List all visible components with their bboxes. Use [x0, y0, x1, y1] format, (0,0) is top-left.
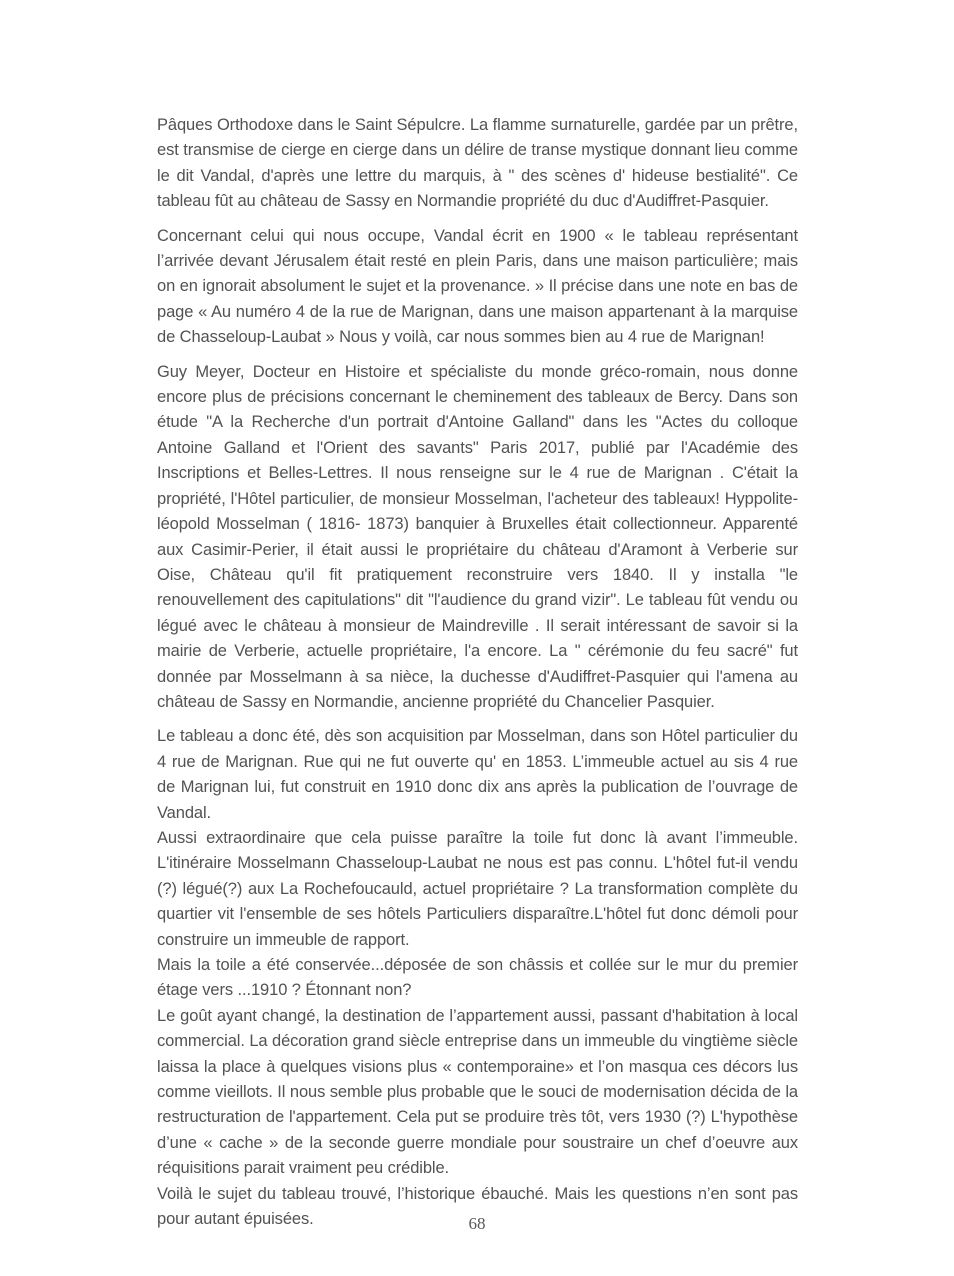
text-column: [157, 113, 798, 1232]
paragraph: Aussi extraordinaire que cela puisse paraître la toile fut donc là avant l’immeuble. L'itinéraire Mosselmann Chasseloup-Laubat ne nous est pas connu. L'hôtel fut-il vendu (?) légué(?) aux La Rochefoucauld, actuel propriétaire ? La transformation complète du quartier vit l'ensemble de ses hôtels Particuliers disparaître.L'hôtel fut donc démoli pour construire un immeuble de rapport.: [157, 828, 798, 949]
page-number: 68: [468, 1214, 486, 1233]
paragraph: Mais la toile a été conservée...déposée de son châssis et collée sur le mur du premier étage vers ...1910 ? Étonnant non?: [157, 956, 798, 1000]
paragraph: Voilà le sujet du tableau trouvé, l’historique ébauché. Mais les questions n’en sont pas pour autant épuisées.: [157, 1184, 798, 1229]
paragraph-block: [157, 724, 798, 1232]
paragraph-block: [157, 360, 798, 716]
paragraph: Le tableau a donc été, dès son acquisition par Mosselman, dans son Hôtel particulier du 4 rue de Marignan. Rue qui ne fut ouverte qu' en 1853. L’immeuble actuel au sis 4 rue de Marignan lui, fut construit en 1910 donc dix ans après la publication de l’ouvrage de Vandal.: [157, 727, 798, 822]
paragraph: Guy Meyer, Docteur en Histoire et spécialiste du monde gréco-romain, nous donne encore plus de précisions concernant le cheminement des tableaux de Bercy. Dans son étude "A la Recherche d'un portrait d'Antoine Galland" dans les "Actes du colloque Antoine Galland et l'Orient des savants" Paris 2017, publié par l'Académie des Inscriptions et Belles-Lettres. Il nous renseigne sur le 4 rue de Marignan . C'était la propriété, l'Hôtel particulier, de monsieur Mosselman, l'acheteur des tableaux! Hyppolite-léopold Mosselman ( 1816- 1873) banquier à Bruxelles était collectionneur. Apparenté aux Casimir-Perier, il était aussi le propriétaire du château d'Aramont à Verberie sur Oise, Château qu'il fit pratiquement reconstruire vers 1840. Il y installa "le renouvellement des capitulations" dit "l'audience du grand vizir". Le tableau fût vendu ou légué avec le château à monsieur de Maindreville . Il serait intéressant de savoir si la mairie de Verberie, actuelle propriétaire, l'a encore. La " cérémonie du feu sacré" fut donnée par Mosselmann à sa nièce, la duchesse d'Audiffret-Pasquier qui l'amena au château de Sassy en Normandie, ancienne propriété du Chancelier Pasquier.: [157, 362, 798, 711]
paragraph-block: [157, 113, 798, 215]
paragraph: Concernant celui qui nous occupe, Vandal écrit en 1900 « le tableau représentant l’arrivée devant Jérusalem était resté en plein Paris, dans une maison particulière; mais on en ignorait absolument le sujet et la provenance. » Il précise dans une note en bas de page « Au numéro 4 de la rue de Marignan, dans une maison appartenant à la marquise de Chasseloup-Laubat » Nous y voilà, car nous sommes bien au 4 rue de Marignan!: [157, 226, 798, 347]
paragraph: Le goût ayant changé, la destination de l’appartement aussi, passant d'habitation à local commercial. La décoration grand siècle entreprise dans un immeuble du vingtième siècle laissa la place à quelques visions plus « contemporaine» et l’on masqua ces décors lus comme vieillots. Il nous semble plus probable que le souci de modernisation décida de la restructuration de l'appartement. Cela put se produire très tôt, vers 1930 (?) L'hypothèse d’une « cache » de la seconde guerre mondiale pour soustraire un chef d’oeuvre aux réquisitions parait vraiment peu crédible.: [157, 1006, 798, 1178]
paragraph-block: [157, 224, 798, 351]
paragraph: Pâques Orthodoxe dans le Saint Sépulcre. La flamme surnaturelle, gardée par un prêtre, est transmise de cierge en cierge dans un délire de transe mystique donnant lieu comme le dit Vandal, d'après une lettre du marquis, à " des scènes d' hideuse bestialité". Ce tableau fût au château de Sassy en Normandie propriété du duc d'Audiffret-Pasquier.: [157, 116, 798, 211]
